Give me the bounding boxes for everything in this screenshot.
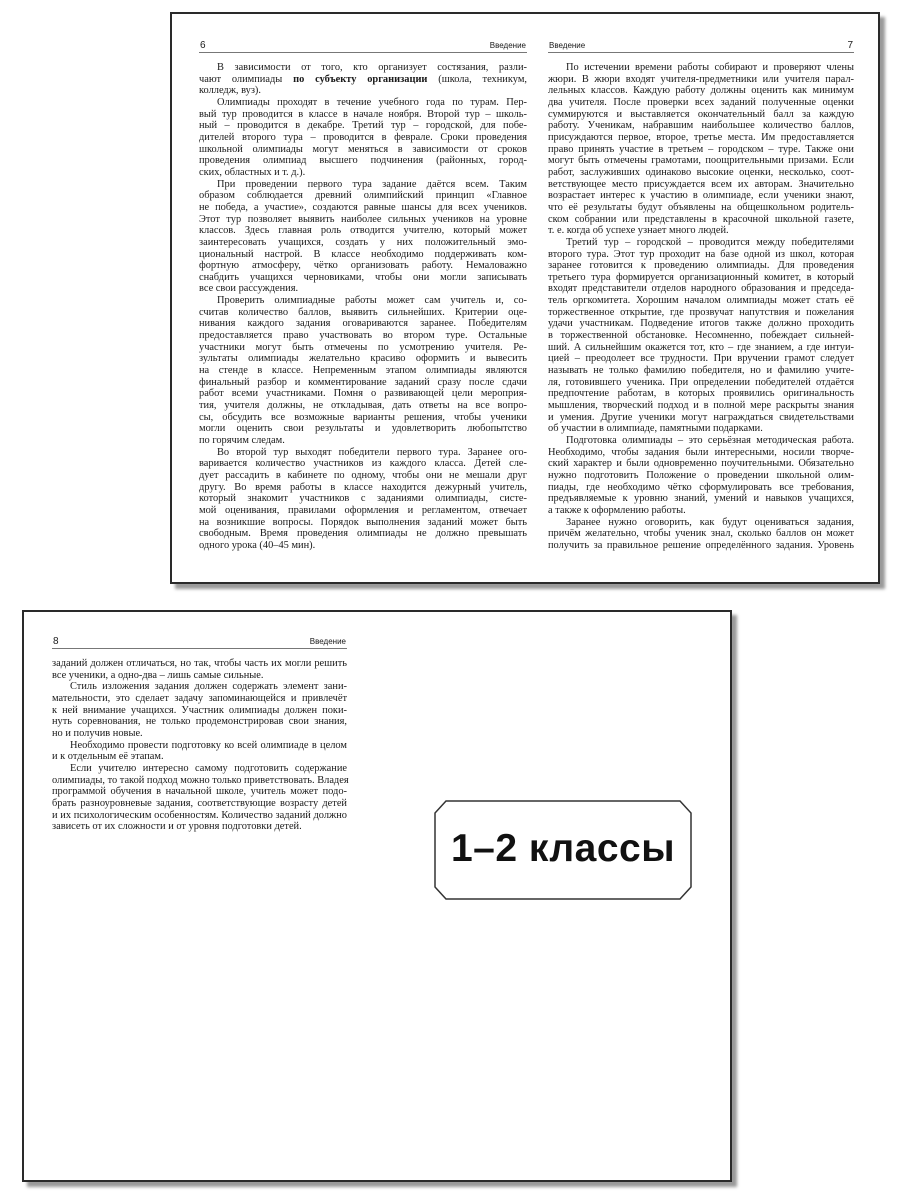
section-title: 1–2 классы	[450, 827, 676, 870]
paragraph	[548, 62, 854, 237]
text-line: заранее готовится к проведению олимпиады. Для проведения	[548, 260, 854, 272]
paragraph	[199, 97, 527, 179]
text-line: При проведении первого тура задание даётся всем. Таким	[217, 178, 527, 190]
paragraph	[52, 763, 347, 833]
text-line: присуждаются первое, второе, третье места. Им предоставляется	[548, 131, 854, 143]
text-line: олимпиады, то такой подход можно только приветствовать. Владея	[52, 774, 349, 786]
text-line: Если учителю интересно самому подготовить содержание	[70, 762, 347, 774]
section-title-badge	[434, 800, 692, 900]
text-line: программой обучения в начальной школе, учитель может подо-	[52, 786, 347, 798]
text-line: предъявляемые к уровню знаний, умений и навыков учащихся,	[548, 493, 854, 505]
text-line: свободным. Время проведения олимпиады не должно превышать	[199, 528, 527, 540]
text-line: Проверить олимпиадные работы может сам учитель и, со-	[217, 295, 527, 307]
paragraph	[52, 658, 347, 681]
text-segment: чают олимпиады	[199, 73, 294, 85]
running-header	[548, 40, 854, 53]
text-line: причём желательно, чтобы ученик знал, сколько баллов он может	[548, 528, 854, 540]
text-line: все свои рассуждения.	[199, 283, 299, 295]
text-line: работ, заслуживших одинаково высокие оценки, несколько, соот-	[548, 166, 854, 178]
text-line: суммируются и выставляется окончательный балл за каждую	[548, 108, 854, 120]
page-text	[548, 62, 854, 552]
page-text	[52, 658, 347, 833]
book-spread-page-8	[22, 610, 732, 1182]
text-line: все ученики, а одно-два – лишь самые сильные.	[52, 669, 264, 681]
paragraph	[548, 435, 854, 517]
running-title: Введение	[309, 637, 346, 646]
text-line: право принять участие в третьем – городском – туре. Также они	[548, 143, 854, 155]
text-line: на стенде в классе. Непременным этапом олимпиады являются	[199, 365, 527, 377]
text-line: ветствующее место присуждается всем их авторам. Значительно	[548, 178, 854, 190]
text-line: удачи участникам. Подведение итогов также должно проходить	[548, 318, 854, 330]
text-line: зависеть от их сложности и от уровня подготовки детей.	[52, 821, 302, 833]
paragraph	[199, 447, 527, 552]
text-line: в торжественной обстановке. Несомненно, побеждает сильней-	[548, 330, 854, 342]
text-line: ный – проводится в декабре. Третий тур – городской, для побе-	[199, 120, 527, 132]
text-line: нужно подготовить Положение о проведении школьной олим-	[548, 469, 854, 481]
running-title: Введение	[549, 41, 586, 50]
running-header	[199, 40, 527, 53]
text-line: классов. Здесь главная роль отводится учителю, который может	[199, 225, 527, 237]
text-line: жюри. В жюри входят учителя-предметники или учителя парал-	[548, 73, 854, 85]
text-line	[199, 74, 527, 86]
text-line: т. е. когда об успехе узнает много людей.	[548, 225, 729, 237]
text-line: мышления, творческий подход и в полной мере раскрыты знания	[548, 400, 854, 412]
text-line: брать разноуровневые задания, соответствующие возрасту детей	[52, 797, 347, 809]
text-line: По истечении времени работы собирают и проверяют члены	[566, 62, 854, 73]
text-line: проведения олимпиад высшего подчинения (районных, город-	[199, 155, 527, 167]
text-line: два учителя. После проверки всех заданий полученные оценки	[548, 96, 854, 108]
text-line: могут быть отмечены грамотами, поощрительными призами. Если	[548, 155, 854, 167]
text-line: предоставляется право участвовать во втором туре. Остальные	[199, 330, 527, 342]
text-line: дителей второго тура – проводится в феврале. Сроки проведения	[199, 131, 527, 143]
paragraph	[52, 740, 347, 763]
text-line: работу. Ученикам, набравшим наибольшее количество баллов,	[548, 120, 854, 132]
text-line: третьего тура формируется организационный комитет, в который	[548, 271, 854, 283]
text-line: ский характер и были одновременно поучительными. Обязательно	[548, 458, 854, 470]
text-line: Во второй тур выходят победители первого тура. Заранее ого-	[217, 446, 527, 458]
text-line: что её результаты будут объявлены на общешкольном родитель-	[548, 201, 854, 213]
text-line: другу. Во время работы в классе находится дежурный учитель,	[199, 481, 527, 493]
paragraph	[199, 295, 527, 447]
text-line: мательности, это сделает задачу запоминающейся и привлечёт	[52, 692, 347, 704]
text-line: нивания каждого задания оговариваются заранее. Победителям	[199, 318, 527, 330]
text-line: ля, готовившего ученика. При определении победителей отдаётся	[548, 376, 854, 388]
running-header	[52, 636, 347, 649]
page-number: 8	[53, 636, 59, 647]
text-line: ший. А сильнейшим окажется тот, кто – где знанием, а где интуи-	[548, 341, 854, 353]
page-number: 7	[847, 40, 853, 51]
text-line: Необходимо провести подготовку ко всей олимпиаде в целом	[70, 739, 347, 751]
text-line: входят представители отделов народного образования и председа-	[548, 283, 854, 295]
text-line: снабдить учащихся черновиками, чтобы они могли записывать	[199, 271, 527, 283]
text-line: варивается количество участников из каждого класса. Детей сле-	[199, 458, 527, 470]
text-line: мой оценивания, правилами оформления и регламентом, отвечает	[199, 504, 527, 516]
text-line: Этот тур позволяет выявить наиболее сильных учеников на уровне	[199, 213, 527, 225]
paragraph	[548, 517, 854, 552]
paragraph	[548, 237, 854, 435]
text-line: получить за правильное решение определённого задания. Уровень	[548, 539, 854, 551]
text-line: который знакомит участников с заданиями олимпиады, систе-	[199, 493, 527, 505]
page-number: 6	[200, 40, 206, 51]
text-line: и к отдельным её этапам.	[52, 751, 164, 763]
text-line: Олимпиады проходят в течение учебного года по турам. Пер-	[217, 96, 527, 108]
text-line: торжественное открытие, где прозвучат напутствия и пожелания	[548, 306, 854, 318]
text-line: второго тура. Этот тур проходит на базе одной из школ, которая	[548, 248, 854, 260]
text-line: и их психологическим особенностям. Количество заданий должно	[52, 809, 347, 821]
text-line: тия, учителя должны, не откладывая, дать ответы на все вопро-	[199, 400, 527, 412]
text-line: зультаты олимпиады желательно красиво оформить и вывесить	[199, 353, 527, 365]
text-segment: (школа, техникум,	[427, 73, 527, 85]
text-line: Стиль изложения задания должен содержать элемент зани-	[70, 681, 347, 693]
bold-term: по субъекту организации	[293, 73, 428, 85]
page-text	[199, 62, 527, 552]
text-line: пиады, где необходимо чётко сформулировать все требования,	[548, 481, 854, 493]
text-line: на возникшие вопросы. Порядок выполнения заданий может быть	[199, 516, 527, 528]
text-line: называть не только фамилию победителя, но и фамилию учите-	[548, 365, 854, 377]
text-line: финальный разбор и комментирование заданий сразу после сдачи	[199, 376, 527, 388]
text-line: не победа, а участие», создаются равные шансы для всех учеников.	[199, 201, 527, 213]
text-line: возрастает интерес к участию в олимпиаде, если ученики знают,	[548, 190, 854, 202]
paragraph	[199, 179, 527, 296]
text-line: лельных классов. Каждую работу должны оценить как минимум	[548, 85, 854, 97]
text-line: сы, обсудить все возможные варианты решения, чтобы ученики	[199, 411, 527, 423]
text-line: к ней внимание учащихся. Участник олимпиады должен поки-	[52, 704, 347, 716]
text-line: но и получив новые.	[52, 727, 143, 739]
text-line: циональный настрой. В классе необходимо поддерживать ком-	[199, 248, 527, 260]
text-line: В зависимости от того, кто организует состязания, разли-	[217, 62, 527, 73]
book-spread-pages-6-7	[170, 12, 880, 584]
text-line: тель оргкомитета. Хорошим началом олимпиады может стать её	[548, 295, 854, 307]
text-line: заинтересовать учащихся, создать у них положительный эмо-	[199, 236, 527, 248]
text-line: цией – преодолеет все трудности. При вручении грамот следует	[548, 353, 854, 365]
text-line: считав количество баллов, выявить сильнейших. Критерии оце-	[199, 306, 527, 318]
text-line: Заранее нужно оговорить, как будут оцениваться задания,	[566, 516, 854, 528]
text-line: нуть соревнования, не только продемонстрировав свои знания,	[52, 716, 347, 728]
text-line: вый тур проводится в классе в начале ноября. Второй тур – школь-	[199, 108, 527, 120]
text-line: предпочтение работам, в которых проявились оригинальность	[548, 388, 854, 400]
paragraph	[52, 681, 347, 739]
text-line: заданий должен отличаться, но так, чтобы часть их могли решить	[52, 658, 347, 669]
text-line: фортную атмосферу, чётко организовать работу. Немаловажно	[199, 260, 527, 272]
running-title: Введение	[489, 41, 526, 50]
text-line: ском собрании или представлены в красочной школьной газете,	[548, 213, 854, 225]
text-line: а также к оформлению работы.	[548, 504, 686, 516]
text-line: колледж, вуз).	[199, 85, 261, 97]
text-line: и умения. Другие ученики могут награждаться свидетельствами	[548, 411, 854, 423]
text-line: Третий тур – городской – проводится между победителями	[566, 236, 854, 248]
text-line: Подготовка олимпиады – это серьёзная методическая работа.	[566, 435, 854, 446]
text-line: Необходимо, чтобы задания были интересными, носили творче-	[548, 446, 854, 458]
text-line: участники могут быть отмечены по усмотрению учителя. Ре-	[199, 341, 527, 353]
text-line: могли оценить свои результаты и удовлетворить любопытство	[199, 423, 527, 435]
text-line: одного урока (40–45 мин).	[199, 539, 316, 551]
text-line: об участии в олимпиаде, памятными подарками.	[548, 423, 763, 435]
text-line: образом соблюдается древний олимпийский принцип «Главное	[199, 190, 527, 202]
text-line: школьной олимпиады могут меняться в зависимости от сроков	[199, 143, 527, 155]
text-line: дует рассадить в кабинете по одному, чтобы они не мешали друг	[199, 469, 527, 481]
paragraph	[199, 62, 527, 97]
text-line: работ всеми участниками. Помня о развивающей цели мероприя-	[199, 388, 527, 400]
text-line: ских, областных и т. д.).	[199, 166, 306, 178]
text-line: по горячим следам.	[199, 435, 285, 446]
